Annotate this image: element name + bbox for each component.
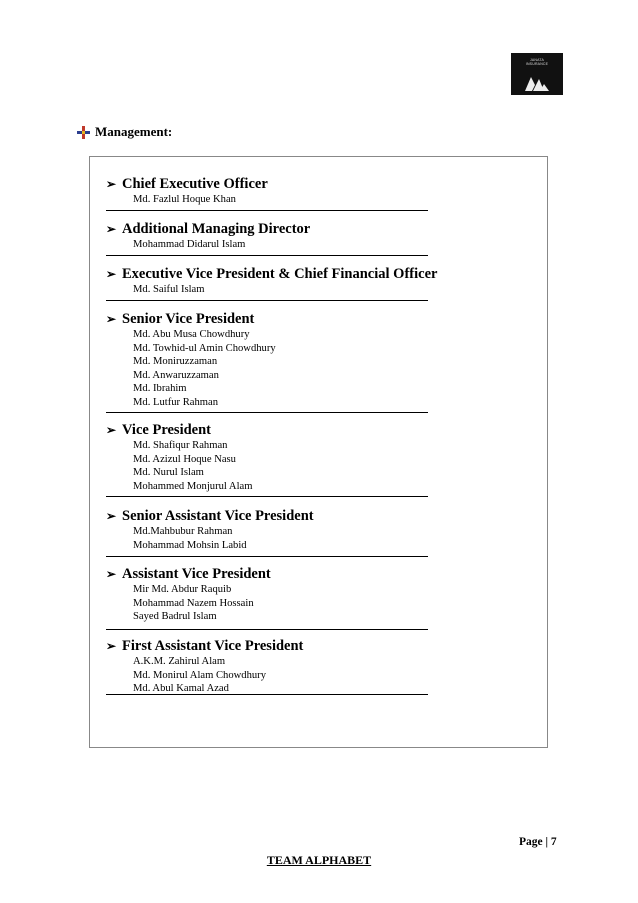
section-title xyxy=(106,637,303,655)
section-title-label: Additional Managing Director xyxy=(122,220,311,237)
arrow-bullet-icon: ➢ xyxy=(106,266,117,281)
arrow-bullet-icon: ➢ xyxy=(106,638,117,653)
person-name: Md. Saiful Islam xyxy=(133,284,205,295)
person-name: Mohammed Monjurul Alam xyxy=(133,480,253,492)
section-title-label: Senior Assistant Vice President xyxy=(122,507,314,524)
section-title xyxy=(106,310,276,328)
section-title xyxy=(106,175,268,193)
section-title-label: Chief Executive Officer xyxy=(122,175,268,192)
person-name: Md. Lutfur Rahman xyxy=(133,396,219,408)
section-title-label: First Assistant Vice President xyxy=(122,637,304,654)
management-section xyxy=(106,507,314,552)
company-logo xyxy=(511,53,563,95)
section-title-label: Senior Vice President xyxy=(122,310,255,327)
person-name: Md. Abul Kamal Azad xyxy=(133,683,229,694)
management-section xyxy=(106,637,303,696)
arrow-bullet-icon: ➢ xyxy=(106,566,117,581)
person-name: Mohammad Nazem Hossain xyxy=(133,597,254,609)
names-list xyxy=(133,439,252,493)
person-name: Mohammad Mohsin Labid xyxy=(133,539,247,551)
section-title xyxy=(106,507,314,525)
section-title-label: Assistant Vice President xyxy=(122,565,271,582)
footer-team-name: TEAM ALPHABET xyxy=(266,853,372,867)
arrow-bullet-icon: ➢ xyxy=(106,311,117,326)
section-title xyxy=(106,565,271,583)
logo-text-line2: INSURANCE xyxy=(525,62,549,66)
management-section xyxy=(106,565,271,624)
logo-text-line1: JANATA xyxy=(529,58,545,62)
names-list xyxy=(133,238,310,252)
arrow-bullet-icon: ➢ xyxy=(106,176,117,191)
management-section xyxy=(106,421,252,493)
names-list xyxy=(133,525,314,552)
person-name: Mir Md. Abdur Raquib xyxy=(133,584,232,595)
management-heading xyxy=(77,124,172,140)
arrow-bullet-icon: ➢ xyxy=(106,508,117,523)
company-logo-mark-icon xyxy=(525,75,549,91)
names-list xyxy=(133,583,271,624)
section-divider xyxy=(106,629,428,630)
page-number: Page | 7 xyxy=(519,836,557,848)
management-title: Management: xyxy=(95,124,173,139)
section-divider xyxy=(106,556,428,557)
management-section xyxy=(106,220,310,252)
person-name: Md. Shafiqur Rahman xyxy=(133,440,228,451)
person-name: A.K.M. Zahirul Alam xyxy=(133,656,226,667)
section-divider xyxy=(106,255,428,256)
arrow-bullet-icon: ➢ xyxy=(106,422,117,437)
section-title xyxy=(106,421,252,439)
names-list xyxy=(133,328,276,409)
section-divider xyxy=(106,210,428,211)
section-divider xyxy=(106,496,428,497)
person-name: Md. Anwaruzzaman xyxy=(133,369,219,381)
person-name: Md. Fazlul Hoque Khan xyxy=(133,194,236,205)
person-name: Md. Azizul Hoque Nasu xyxy=(133,453,236,465)
person-name: Md. Towhid-ul Amin Chowdhury xyxy=(133,342,276,354)
person-name: Md. Moniruzzaman xyxy=(133,356,218,367)
person-name: Md. Monirul Alam Chowdhury xyxy=(133,669,267,681)
person-name: Md. Nurul Islam xyxy=(133,467,204,478)
bullet-cross-icon xyxy=(77,126,90,139)
section-title-label: Vice President xyxy=(122,421,211,438)
arrow-bullet-icon: ➢ xyxy=(106,221,117,236)
person-name: Md. Abu Musa Chowdhury xyxy=(133,329,250,340)
names-list xyxy=(133,283,437,297)
person-name: Mohammad Didarul Islam xyxy=(133,239,246,250)
names-list xyxy=(133,193,268,207)
management-section xyxy=(106,310,276,409)
section-divider xyxy=(106,300,428,301)
person-name: Md. Ibrahim xyxy=(133,383,187,394)
management-section xyxy=(106,265,437,297)
section-divider xyxy=(106,694,428,695)
person-name: Sayed Badrul Islam xyxy=(133,611,217,622)
names-list xyxy=(133,655,303,696)
section-title xyxy=(106,220,310,238)
person-name: Md.Mahbubur Rahman xyxy=(133,526,233,537)
section-title-label: Executive Vice President & Chief Financial Officer xyxy=(122,265,438,282)
management-section xyxy=(106,175,268,207)
section-divider xyxy=(106,412,428,413)
section-title xyxy=(106,265,437,283)
